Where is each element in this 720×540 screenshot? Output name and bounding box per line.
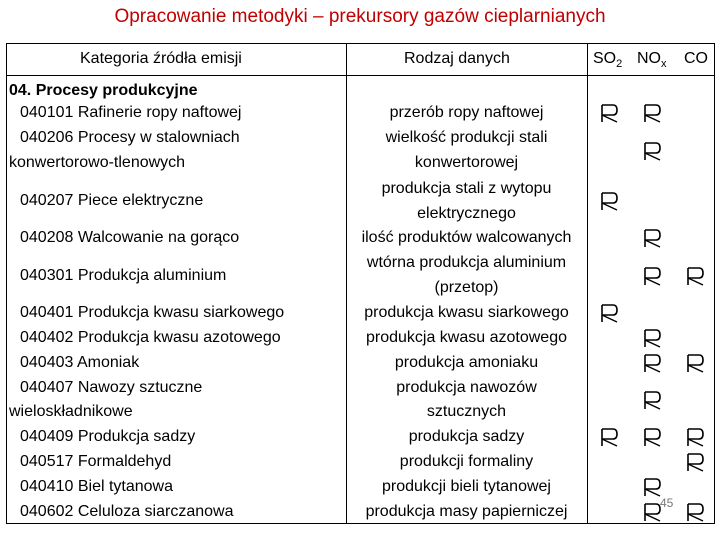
flag-check-icon (684, 427, 706, 447)
flag-check-icon (641, 328, 663, 348)
column-divider (587, 43, 588, 524)
category-cell: 040602 Celuloza siarczanowa (20, 503, 234, 520)
category-cell: 040407 Nawozy sztuczne (20, 379, 203, 396)
flag-check-icon (641, 266, 663, 286)
data-type-cell: ilość produktów walcowanych (361, 229, 572, 246)
data-type-cell: konwertorowej (414, 154, 519, 171)
data-type-cell: produkcja nawozów (396, 379, 537, 396)
data-type-cell: wielkość produkcji stali (385, 129, 548, 146)
flag-check-icon (598, 191, 620, 211)
data-type-cell: produkcja kwasu siarkowego (364, 304, 569, 321)
header-nox: $NO_x$ (637, 50, 667, 71)
category-cell: 040207 Piece elektryczne (20, 192, 204, 209)
category-cell: wieloskładnikowe (9, 403, 133, 420)
data-type-cell: (przetop) (434, 279, 499, 296)
data-type-cell: wtórna produkcja aluminium (366, 254, 567, 271)
data-type-cell: produkcja amoniaku (394, 354, 539, 371)
category-cell: 040101 Rafinerie ropy naftowej (20, 104, 242, 121)
flag-check-icon (684, 353, 706, 373)
flag-check-icon (641, 141, 663, 161)
category-cell: 040517 Formaldehyd (20, 453, 172, 470)
data-type-cell: produkcja masy papierniczej (365, 503, 568, 520)
header-category: Kategoria źródła emisji (80, 50, 242, 67)
flag-check-icon (684, 502, 706, 522)
header-co: CO (684, 50, 708, 67)
flag-check-icon (684, 266, 706, 286)
data-type-cell: produkcji formaliny (399, 453, 534, 470)
flag-check-icon (641, 477, 663, 497)
flag-check-icon (641, 353, 663, 373)
category-cell: 040206 Procesy w stalowniach (20, 129, 240, 146)
data-type-cell: produkcja sadzy (408, 428, 525, 445)
category-cell: 040409 Produkcja sadzy (20, 428, 196, 445)
category-cell: 040401 Produkcja kwasu siarkowego (20, 304, 285, 321)
data-type-cell: produkcja kwasu azotowego (365, 329, 567, 346)
data-type-cell: produkcji bieli tytanowej (382, 478, 551, 495)
category-cell: 040410 Biel tytanowa (20, 478, 173, 495)
category-cell: 040403 Amoniak (20, 354, 140, 371)
header-divider (6, 75, 715, 76)
flag-check-icon (641, 390, 663, 410)
page-title: Opracowanie metodyki – prekursory gazów cieplarnianych (114, 6, 606, 27)
flag-check-icon (598, 303, 620, 323)
group-label: 04. Procesy produkcyjne (9, 82, 198, 99)
flag-check-icon (684, 452, 706, 472)
category-cell: 040301 Produkcja aluminium (20, 267, 227, 284)
data-type-cell: produkcja stali z wytopu (381, 180, 552, 197)
flag-check-icon (641, 502, 663, 522)
flag-check-icon (598, 427, 620, 447)
flag-check-icon (641, 427, 663, 447)
data-type-cell: elektrycznego (417, 205, 516, 222)
category-cell: 040208 Walcowanie na gorąco (20, 229, 240, 246)
header-data-type: Rodzaj danych (404, 50, 510, 67)
data-type-cell: sztucznych (426, 403, 507, 420)
category-cell: 040402 Produkcja kwasu azotowego (20, 329, 281, 346)
category-cell: konwertorowo-tlenowych (9, 154, 186, 171)
flag-check-icon (641, 228, 663, 248)
page-number: 45 (660, 496, 674, 510)
data-type-cell: przerób ropy naftowej (389, 104, 544, 121)
flag-check-icon (598, 103, 620, 123)
header-so2: $SO_2$ (593, 50, 623, 71)
flag-check-icon (641, 103, 663, 123)
